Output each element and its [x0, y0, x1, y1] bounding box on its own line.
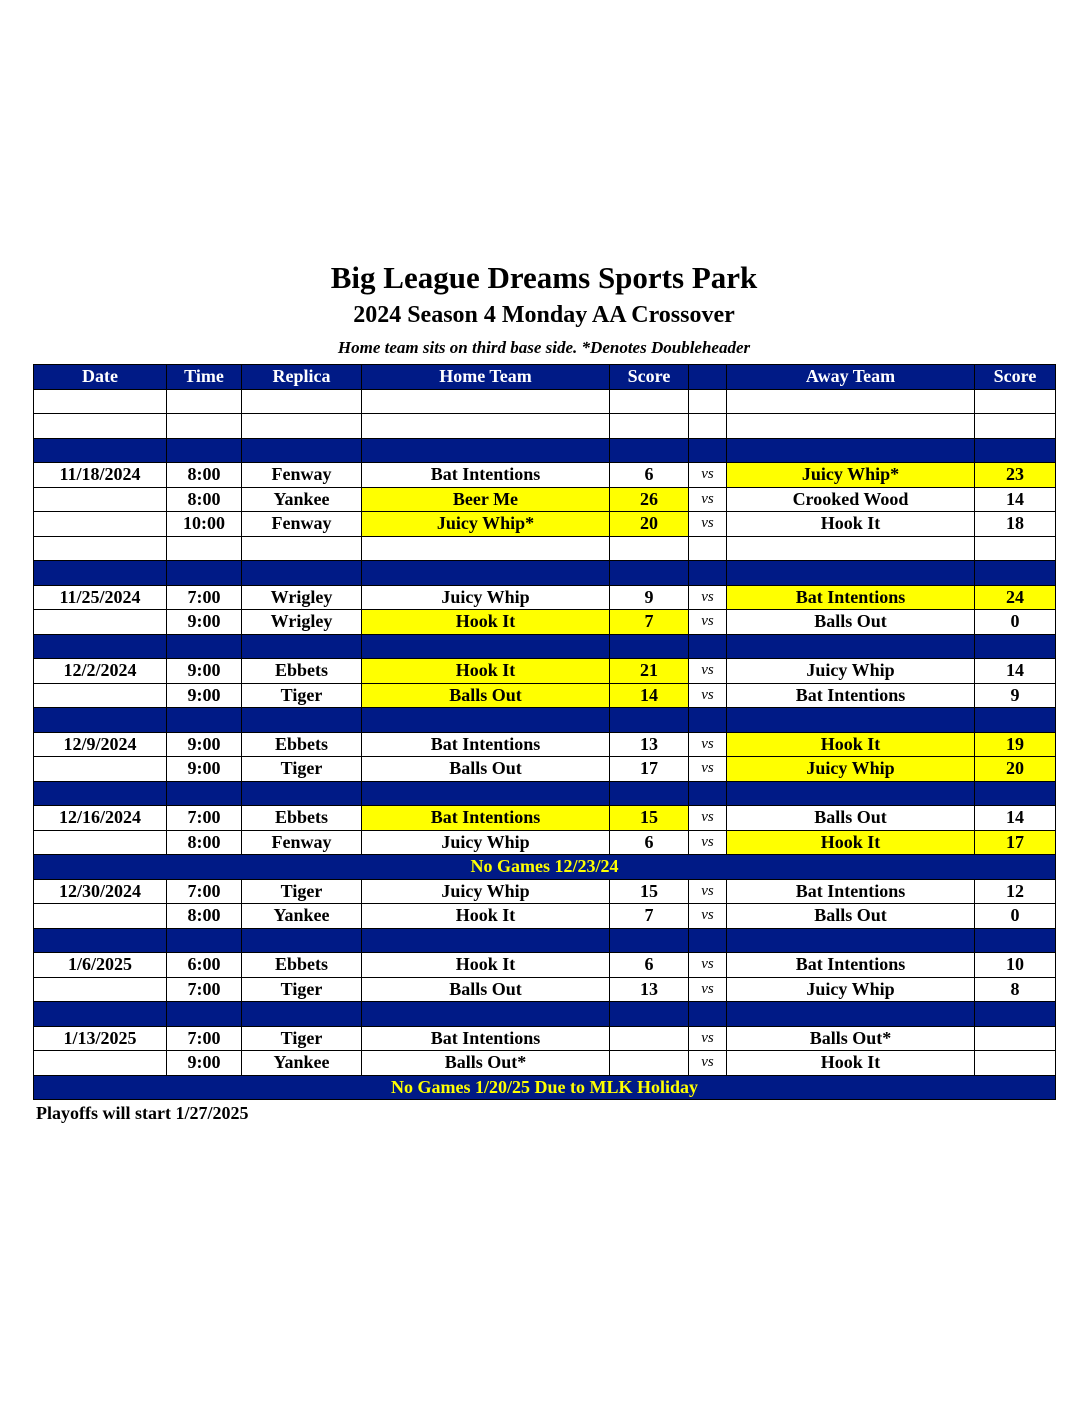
- time-cell: 7:00: [167, 1026, 242, 1051]
- time-cell: [167, 928, 242, 953]
- date-cell: [34, 1002, 167, 1027]
- away-score-cell: [975, 536, 1056, 561]
- away-score-cell: [975, 389, 1056, 414]
- home-team-cell: [362, 634, 610, 659]
- date-cell: [34, 928, 167, 953]
- date-cell: [34, 757, 167, 782]
- away-score-cell: 0: [975, 610, 1056, 635]
- away-team-cell: Bat Intentions: [727, 585, 975, 610]
- date-cell: [34, 561, 167, 586]
- date-cell: [34, 389, 167, 414]
- vs-cell: vs: [689, 659, 727, 684]
- home-team-cell: Bat Intentions: [362, 806, 610, 831]
- vs-cell: vs: [689, 487, 727, 512]
- home-score-cell: 15: [610, 806, 689, 831]
- away-team-cell: Juicy Whip*: [727, 463, 975, 488]
- home-team-cell: Balls Out: [362, 683, 610, 708]
- away-score-cell: [975, 634, 1056, 659]
- home-score-cell: 13: [610, 732, 689, 757]
- time-cell: [167, 536, 242, 561]
- date-cell: [34, 536, 167, 561]
- vs-cell: vs: [689, 512, 727, 537]
- vs-cell: vs: [689, 830, 727, 855]
- home-score-cell: [610, 708, 689, 733]
- home-team-cell: [362, 561, 610, 586]
- replica-cell: [242, 438, 362, 463]
- game-row: [34, 463, 1056, 488]
- replica-cell: [242, 389, 362, 414]
- away-score-cell: 12: [975, 879, 1056, 904]
- vs-cell: vs: [689, 806, 727, 831]
- date-cell: 12/16/2024: [34, 806, 167, 831]
- away-score-cell: 18: [975, 512, 1056, 537]
- date-cell: 1/6/2025: [34, 953, 167, 978]
- date-cell: [34, 830, 167, 855]
- vs-cell: vs: [689, 953, 727, 978]
- separator-row: [34, 1002, 1056, 1027]
- replica-cell: [242, 561, 362, 586]
- home-team-cell: [362, 781, 610, 806]
- replica-cell: Tiger: [242, 879, 362, 904]
- home-team-cell: Balls Out: [362, 977, 610, 1002]
- game-row: [34, 1051, 1056, 1076]
- vs-cell: vs: [689, 732, 727, 757]
- col-header-away-team: Away Team: [727, 365, 975, 390]
- vs-cell: vs: [689, 879, 727, 904]
- schedule-table: [33, 364, 1056, 1100]
- separator-row: [34, 634, 1056, 659]
- home-score-cell: 21: [610, 659, 689, 684]
- replica-cell: Wrigley: [242, 585, 362, 610]
- replica-cell: [242, 781, 362, 806]
- home-team-cell: Bat Intentions: [362, 1026, 610, 1051]
- date-cell: 12/30/2024: [34, 879, 167, 904]
- home-score-cell: 20: [610, 512, 689, 537]
- home-team-cell: [362, 536, 610, 561]
- home-team-cell: Beer Me: [362, 487, 610, 512]
- date-cell: [34, 634, 167, 659]
- home-score-cell: [610, 414, 689, 439]
- replica-cell: Fenway: [242, 463, 362, 488]
- date-cell: [34, 487, 167, 512]
- replica-cell: Tiger: [242, 977, 362, 1002]
- time-cell: [167, 781, 242, 806]
- away-team-cell: Juicy Whip: [727, 659, 975, 684]
- game-row: [34, 732, 1056, 757]
- date-cell: [34, 977, 167, 1002]
- replica-cell: [242, 1002, 362, 1027]
- home-team-cell: Bat Intentions: [362, 463, 610, 488]
- date-cell: [34, 1051, 167, 1076]
- away-team-cell: Bat Intentions: [727, 879, 975, 904]
- away-team-cell: Balls Out: [727, 904, 975, 929]
- date-cell: [34, 610, 167, 635]
- home-score-cell: [610, 438, 689, 463]
- away-team-cell: Bat Intentions: [727, 683, 975, 708]
- date-cell: [34, 708, 167, 733]
- away-score-cell: [975, 1002, 1056, 1027]
- time-cell: 8:00: [167, 904, 242, 929]
- home-score-cell: [610, 1026, 689, 1051]
- home-team-cell: [362, 708, 610, 733]
- away-team-cell: [727, 389, 975, 414]
- away-score-cell: [975, 414, 1056, 439]
- replica-cell: [242, 928, 362, 953]
- vs-cell: vs: [689, 904, 727, 929]
- replica-cell: [242, 708, 362, 733]
- time-cell: 10:00: [167, 512, 242, 537]
- time-cell: 6:00: [167, 953, 242, 978]
- col-header-away-score: Score: [975, 365, 1056, 390]
- game-row: [34, 977, 1056, 1002]
- date-cell: 12/2/2024: [34, 659, 167, 684]
- replica-cell: Yankee: [242, 904, 362, 929]
- doubleheader-note: Home team sits on third base side. *Denotes Doubleheader: [337, 338, 751, 357]
- away-team-cell: [727, 928, 975, 953]
- date-cell: 11/25/2024: [34, 585, 167, 610]
- time-cell: 9:00: [167, 610, 242, 635]
- home-score-cell: 13: [610, 977, 689, 1002]
- away-score-cell: 24: [975, 585, 1056, 610]
- away-score-cell: [975, 781, 1056, 806]
- away-score-cell: 10: [975, 953, 1056, 978]
- home-score-cell: [610, 781, 689, 806]
- vs-cell: vs: [689, 610, 727, 635]
- away-team-cell: [727, 561, 975, 586]
- away-score-cell: 8: [975, 977, 1056, 1002]
- col-header-vs: [689, 365, 727, 390]
- game-row: [34, 487, 1056, 512]
- home-score-cell: 6: [610, 463, 689, 488]
- home-score-cell: 7: [610, 904, 689, 929]
- home-score-cell: [610, 634, 689, 659]
- date-cell: [34, 683, 167, 708]
- vs-cell: [689, 536, 727, 561]
- away-score-cell: [975, 928, 1056, 953]
- time-cell: 9:00: [167, 683, 242, 708]
- away-score-cell: [975, 708, 1056, 733]
- date-cell: 11/18/2024: [34, 463, 167, 488]
- game-row: [34, 806, 1056, 831]
- home-score-cell: [610, 928, 689, 953]
- date-cell: [34, 781, 167, 806]
- time-cell: 7:00: [167, 879, 242, 904]
- header-row: [34, 365, 1056, 390]
- time-cell: 9:00: [167, 659, 242, 684]
- separator-row: [34, 708, 1056, 733]
- away-score-cell: 14: [975, 659, 1056, 684]
- away-team-cell: Hook It: [727, 830, 975, 855]
- vs-cell: [689, 438, 727, 463]
- time-cell: 7:00: [167, 806, 242, 831]
- home-score-cell: 15: [610, 879, 689, 904]
- away-team-cell: Juicy Whip: [727, 757, 975, 782]
- col-header-replica: Replica: [242, 365, 362, 390]
- replica-cell: Tiger: [242, 757, 362, 782]
- home-team-cell: Hook It: [362, 953, 610, 978]
- away-team-cell: Juicy Whip: [727, 977, 975, 1002]
- game-row: [34, 757, 1056, 782]
- replica-cell: Fenway: [242, 512, 362, 537]
- replica-cell: Ebbets: [242, 659, 362, 684]
- away-score-cell: 14: [975, 487, 1056, 512]
- replica-cell: Tiger: [242, 683, 362, 708]
- away-score-cell: 20: [975, 757, 1056, 782]
- vs-cell: [689, 928, 727, 953]
- home-score-cell: [610, 1051, 689, 1076]
- home-score-cell: 26: [610, 487, 689, 512]
- separator-row: [34, 928, 1056, 953]
- away-score-cell: [975, 438, 1056, 463]
- time-cell: [167, 438, 242, 463]
- home-score-cell: 9: [610, 585, 689, 610]
- no-games-banner: [34, 1075, 1056, 1100]
- game-row: [34, 659, 1056, 684]
- empty-row: [34, 414, 1056, 439]
- away-team-cell: [727, 1002, 975, 1027]
- replica-cell: [242, 536, 362, 561]
- home-team-cell: [362, 414, 610, 439]
- game-row: [34, 610, 1056, 635]
- home-score-cell: [610, 1002, 689, 1027]
- page-title: Big League Dreams Sports Park: [330, 260, 758, 295]
- banner-text: No Games 1/20/25 Due to MLK Holiday: [34, 1075, 1056, 1100]
- time-cell: 7:00: [167, 977, 242, 1002]
- time-cell: 8:00: [167, 830, 242, 855]
- game-row: [34, 879, 1056, 904]
- page-subtitle: 2024 Season 4 Monday AA Crossover: [353, 302, 735, 328]
- game-row: [34, 830, 1056, 855]
- replica-cell: Ebbets: [242, 953, 362, 978]
- home-team-cell: Juicy Whip: [362, 879, 610, 904]
- time-cell: [167, 414, 242, 439]
- away-team-cell: [727, 414, 975, 439]
- away-team-cell: Crooked Wood: [727, 487, 975, 512]
- home-score-cell: 6: [610, 830, 689, 855]
- home-team-cell: Hook It: [362, 610, 610, 635]
- away-team-cell: Balls Out*: [727, 1026, 975, 1051]
- game-row: [34, 1026, 1056, 1051]
- away-score-cell: [975, 1051, 1056, 1076]
- home-team-cell: [362, 928, 610, 953]
- col-header-date: Date: [34, 365, 167, 390]
- game-row: [34, 904, 1056, 929]
- game-row: [34, 953, 1056, 978]
- time-cell: [167, 389, 242, 414]
- away-team-cell: Bat Intentions: [727, 953, 975, 978]
- date-cell: 1/13/2025: [34, 1026, 167, 1051]
- vs-cell: [689, 561, 727, 586]
- home-team-cell: Balls Out: [362, 757, 610, 782]
- vs-cell: [689, 781, 727, 806]
- time-cell: [167, 708, 242, 733]
- home-score-cell: [610, 389, 689, 414]
- date-cell: [34, 438, 167, 463]
- replica-cell: Wrigley: [242, 610, 362, 635]
- empty-row: [34, 536, 1056, 561]
- away-score-cell: [975, 1026, 1056, 1051]
- replica-cell: Fenway: [242, 830, 362, 855]
- vs-cell: vs: [689, 585, 727, 610]
- away-team-cell: [727, 438, 975, 463]
- banner-text: No Games 12/23/24: [34, 855, 1056, 880]
- replica-cell: Yankee: [242, 1051, 362, 1076]
- col-header-home-score: Score: [610, 365, 689, 390]
- date-cell: 12/9/2024: [34, 732, 167, 757]
- replica-cell: [242, 414, 362, 439]
- home-team-cell: Bat Intentions: [362, 732, 610, 757]
- home-team-cell: Juicy Whip*: [362, 512, 610, 537]
- col-header-home-team: Home Team: [362, 365, 610, 390]
- schedule-body: [34, 389, 1056, 1100]
- away-team-cell: Hook It: [727, 512, 975, 537]
- time-cell: [167, 561, 242, 586]
- home-score-cell: 14: [610, 683, 689, 708]
- away-score-cell: 14: [975, 806, 1056, 831]
- vs-cell: [689, 1002, 727, 1027]
- vs-cell: [689, 389, 727, 414]
- col-header-time: Time: [167, 365, 242, 390]
- separator-row: [34, 438, 1056, 463]
- vs-cell: vs: [689, 683, 727, 708]
- replica-cell: Yankee: [242, 487, 362, 512]
- home-team-cell: Juicy Whip: [362, 830, 610, 855]
- away-score-cell: [975, 561, 1056, 586]
- home-score-cell: [610, 536, 689, 561]
- separator-row: [34, 781, 1056, 806]
- vs-cell: [689, 708, 727, 733]
- separator-row: [34, 561, 1056, 586]
- game-row: [34, 585, 1056, 610]
- time-cell: 8:00: [167, 463, 242, 488]
- home-team-cell: Hook It: [362, 659, 610, 684]
- game-row: [34, 512, 1056, 537]
- date-cell: [34, 904, 167, 929]
- home-score-cell: [610, 561, 689, 586]
- away-team-cell: Balls Out: [727, 610, 975, 635]
- replica-cell: [242, 634, 362, 659]
- away-score-cell: 9: [975, 683, 1056, 708]
- time-cell: 7:00: [167, 585, 242, 610]
- away-score-cell: 17: [975, 830, 1056, 855]
- time-cell: 9:00: [167, 757, 242, 782]
- home-team-cell: Juicy Whip: [362, 585, 610, 610]
- away-team-cell: Hook It: [727, 732, 975, 757]
- vs-cell: vs: [689, 1026, 727, 1051]
- replica-cell: Ebbets: [242, 806, 362, 831]
- away-score-cell: 19: [975, 732, 1056, 757]
- away-team-cell: [727, 708, 975, 733]
- home-team-cell: [362, 438, 610, 463]
- away-team-cell: Hook It: [727, 1051, 975, 1076]
- vs-cell: vs: [689, 977, 727, 1002]
- away-team-cell: [727, 781, 975, 806]
- date-cell: [34, 512, 167, 537]
- time-cell: [167, 634, 242, 659]
- replica-cell: Tiger: [242, 1026, 362, 1051]
- away-score-cell: 0: [975, 904, 1056, 929]
- game-row: [34, 683, 1056, 708]
- time-cell: 8:00: [167, 487, 242, 512]
- vs-cell: vs: [689, 463, 727, 488]
- empty-row: [34, 389, 1056, 414]
- away-team-cell: [727, 536, 975, 561]
- home-team-cell: [362, 1002, 610, 1027]
- away-team-cell: [727, 634, 975, 659]
- home-team-cell: Hook It: [362, 904, 610, 929]
- time-cell: [167, 1002, 242, 1027]
- away-team-cell: Balls Out: [727, 806, 975, 831]
- vs-cell: vs: [689, 1051, 727, 1076]
- home-team-cell: [362, 389, 610, 414]
- no-games-banner: [34, 855, 1056, 880]
- vs-cell: [689, 414, 727, 439]
- vs-cell: vs: [689, 757, 727, 782]
- home-score-cell: 7: [610, 610, 689, 635]
- time-cell: 9:00: [167, 1051, 242, 1076]
- playoffs-note: Playoffs will start 1/27/2025: [36, 1103, 249, 1123]
- time-cell: 9:00: [167, 732, 242, 757]
- vs-cell: [689, 634, 727, 659]
- away-score-cell: 23: [975, 463, 1056, 488]
- date-cell: [34, 414, 167, 439]
- home-team-cell: Balls Out*: [362, 1051, 610, 1076]
- replica-cell: Ebbets: [242, 732, 362, 757]
- home-score-cell: 6: [610, 953, 689, 978]
- home-score-cell: 17: [610, 757, 689, 782]
